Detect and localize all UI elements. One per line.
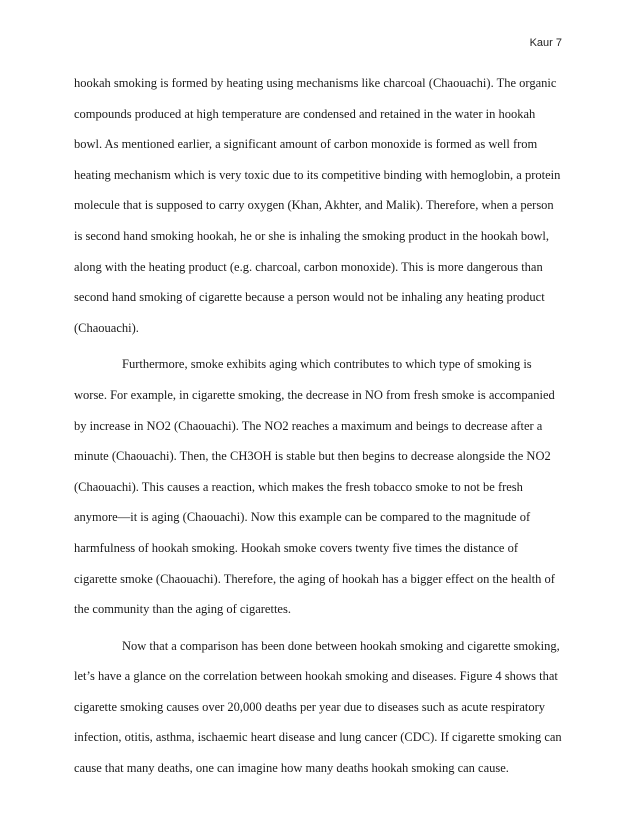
paragraph-diseases: Now that a comparison has been done between hookah smoking and cigarette smoking, let’s have a glance on the correlation between hookah smoking and diseases. Figure 4 shows that cigarette smoking causes over 20,000 deaths per year due to diseases such as acute respiratory infection, otitis, asthma, ischaemic heart disease and lung cancer (CDC). If cigarette smoking can cause that many deaths, one can imagine how many deaths hookah smoking can cause. — [74, 638, 562, 776]
body-text — [74, 68, 564, 790]
paragraph-continuation: hookah smoking is formed by heating using mechanisms like charcoal (Chaouachi). The organic compounds produced at high temperature are condensed and retained in the water in hookah bowl. As mentioned earlier, a significant amount of carbon monoxide is formed as well from heating mechanism which is very toxic due to its competitive binding with hemoglobin, a protein molecule that is supposed to carry oxygen (Khan, Akhter, and Malik). Therefore, when a person is second hand smoking hookah, he or she is inhaling the smoking product in the hookah bowl, along with the heating product (e.g. charcoal, carbon monoxide). This is more dangerous than second hand smoking of cigarette because a person would not be inhaling any heating product (Chaouachi). — [74, 76, 561, 335]
paragraph-smoke-aging: Furthermore, smoke exhibits aging which contributes to which type of smoking is worse. For example, in cigarette smoking, the decrease in NO from fresh smoke is accompanied by increase in NO2 (Chaouachi). The NO2 reaches a maximum and beings to decrease after a minute (Chaouachi). Then, the CH3OH is stable but then begins to decrease alongside the NO2 (Chaouachi). This causes a reaction, which makes the fresh tobacco smoke to not be fresh anymore—it is aging (Chaouachi). Now this example can be compared to the magnitude of harmfulness of hookah smoking. Hookah smoke covers twenty five times the distance of cigarette smoke (Chaouachi). Therefore, the aging of hookah has a bigger effect on the health of the community than the aging of cigarettes. — [74, 357, 555, 617]
page-header: Kaur 7 — [529, 37, 562, 49]
